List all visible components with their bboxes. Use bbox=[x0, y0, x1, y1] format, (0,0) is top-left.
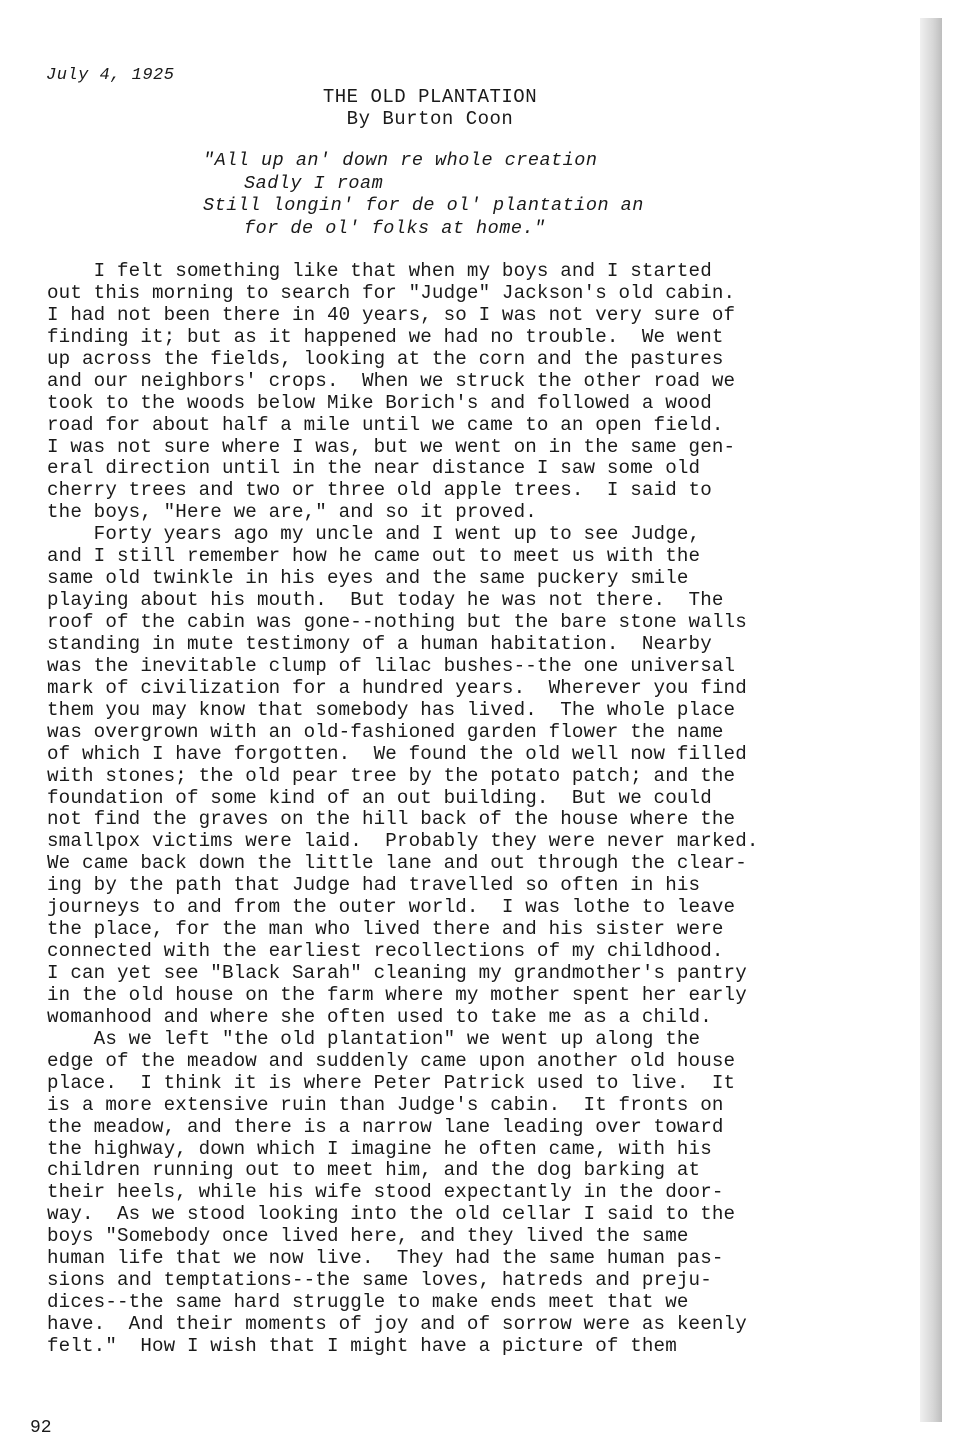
body-line: standing in mute testimony of a human habitation. Nearby bbox=[47, 632, 712, 655]
body-line: smallpox victims were laid. Probably they were never marked. bbox=[47, 830, 759, 853]
body-line: human life that we now live. They had the same human pas- bbox=[47, 1247, 724, 1270]
body-line: was overgrown with an old-fashioned garden flower the name bbox=[47, 720, 724, 743]
body-line: journeys to and from the outer world. I was lothe to leave bbox=[47, 896, 736, 919]
page-number: 92 bbox=[30, 1418, 52, 1432]
body-line: the boys, "Here we are," and so it proved. bbox=[47, 501, 537, 524]
body-line: dices--the same hard struggle to make ends meet that we bbox=[47, 1291, 689, 1314]
body-line: ing by the path that Judge had travelled so often in his bbox=[47, 874, 701, 897]
body-line: womanhood and where she often used to take me as a child. bbox=[47, 1005, 712, 1028]
article-title: THE OLD PLANTATION bbox=[322, 86, 538, 108]
body-line: with stones; the old pear tree by the potato patch; and the bbox=[47, 764, 736, 787]
verse-line: Sadly I roam bbox=[244, 173, 384, 194]
body-line: them you may know that somebody has lived. The whole place bbox=[47, 698, 736, 721]
body-line: roof of the cabin was gone--nothing but the bare stone walls bbox=[47, 611, 747, 633]
body-line: eral direction until in the near distance I saw some old bbox=[47, 457, 701, 480]
body-line: way. As we stood looking into the old cellar I said to the bbox=[47, 1203, 736, 1226]
body-line: As we left "the old plantation" we went up along the bbox=[47, 1027, 701, 1050]
body-line: sions and temptations--the same loves, hatreds and preju- bbox=[47, 1269, 712, 1292]
body-line: in the old house on the farm where my mother spent her early bbox=[47, 983, 747, 1006]
body-line: playing about his mouth. But today he was not there. The bbox=[47, 589, 724, 612]
body-line: the place, for the man who lived there and his sister were bbox=[47, 918, 724, 941]
body-line: We came back down the little lane and out through the clear- bbox=[47, 852, 747, 875]
body-line: the meadow, and there is a narrow lane leading over toward bbox=[47, 1115, 724, 1138]
body-line: up across the fields, looking at the corn and the pastures bbox=[47, 347, 724, 370]
body-line: Forty years ago my uncle and I went up to see Judge, bbox=[47, 523, 701, 546]
body-line: mark of civilization for a hundred years. Wherever you find bbox=[47, 676, 747, 699]
byline: By Burton Coon bbox=[346, 108, 514, 130]
body-line: I had not been there in 40 years, so I was not very sure of bbox=[47, 303, 736, 326]
body-line: have. And their moments of joy and of sorrow were as keenly bbox=[47, 1313, 747, 1335]
body-line: finding it; but as it happened we had no trouble. We went bbox=[47, 325, 724, 348]
body-line: boys "Somebody once lived here, and they lived the same bbox=[47, 1225, 689, 1248]
body-line: road for about half a mile until we came to an open field. bbox=[47, 413, 724, 436]
body-line: and our neighbors' crops. When we struck the other road we bbox=[47, 369, 736, 392]
body-line: cherry trees and two or three old apple trees. I said to bbox=[47, 479, 712, 502]
body-line: edge of the meadow and suddenly came upon another old house bbox=[47, 1049, 736, 1072]
body-line: is a more extensive ruin than Judge's cabin. It fronts on bbox=[47, 1093, 724, 1116]
body-line: I can yet see "Black Sarah" cleaning my grandmother's pantry bbox=[47, 962, 747, 984]
body-line: took to the woods below Mike Borich's and followed a wood bbox=[47, 391, 712, 414]
body-line: out this morning to search for "Judge" Jackson's old cabin. bbox=[47, 281, 736, 304]
body-line: not find the graves on the hill back of the house where the bbox=[47, 808, 736, 831]
body-line: connected with the earliest recollections of my childhood. bbox=[47, 940, 724, 963]
article-body bbox=[47, 261, 867, 1358]
body-line: of which I have forgotten. We found the old well now filled bbox=[47, 742, 747, 765]
body-line: and I still remember how he came out to meet us with the bbox=[47, 545, 701, 568]
body-line: same old twinkle in his eyes and the same puckery smile bbox=[47, 567, 689, 590]
body-line: foundation of some kind of an out building. But we could bbox=[47, 786, 712, 809]
verse-line: Still longin' for de ol' plantation an bbox=[203, 195, 644, 216]
body-line: was the inevitable clump of lilac bushes--the one universal bbox=[47, 654, 736, 677]
body-line: their heels, while his wife stood expectantly in the door- bbox=[47, 1181, 724, 1204]
body-line: I was not sure where I was, but we went on in the same gen- bbox=[47, 435, 736, 458]
verse-line: "All up an' down re whole creation bbox=[203, 150, 598, 171]
body-line: felt." How I wish that I might have a picture of them bbox=[47, 1334, 677, 1357]
body-line: place. I think it is where Peter Patrick used to live. It bbox=[47, 1071, 736, 1094]
body-line: the highway, down which I imagine he often came, with his bbox=[47, 1137, 712, 1160]
verse-line: for de ol' folks at home." bbox=[244, 218, 546, 239]
body-line: children running out to meet him, and the dog barking at bbox=[47, 1159, 701, 1182]
dateline: July 4, 1925 bbox=[46, 66, 175, 85]
body-line: I felt something like that when my boys and I started bbox=[47, 260, 712, 282]
